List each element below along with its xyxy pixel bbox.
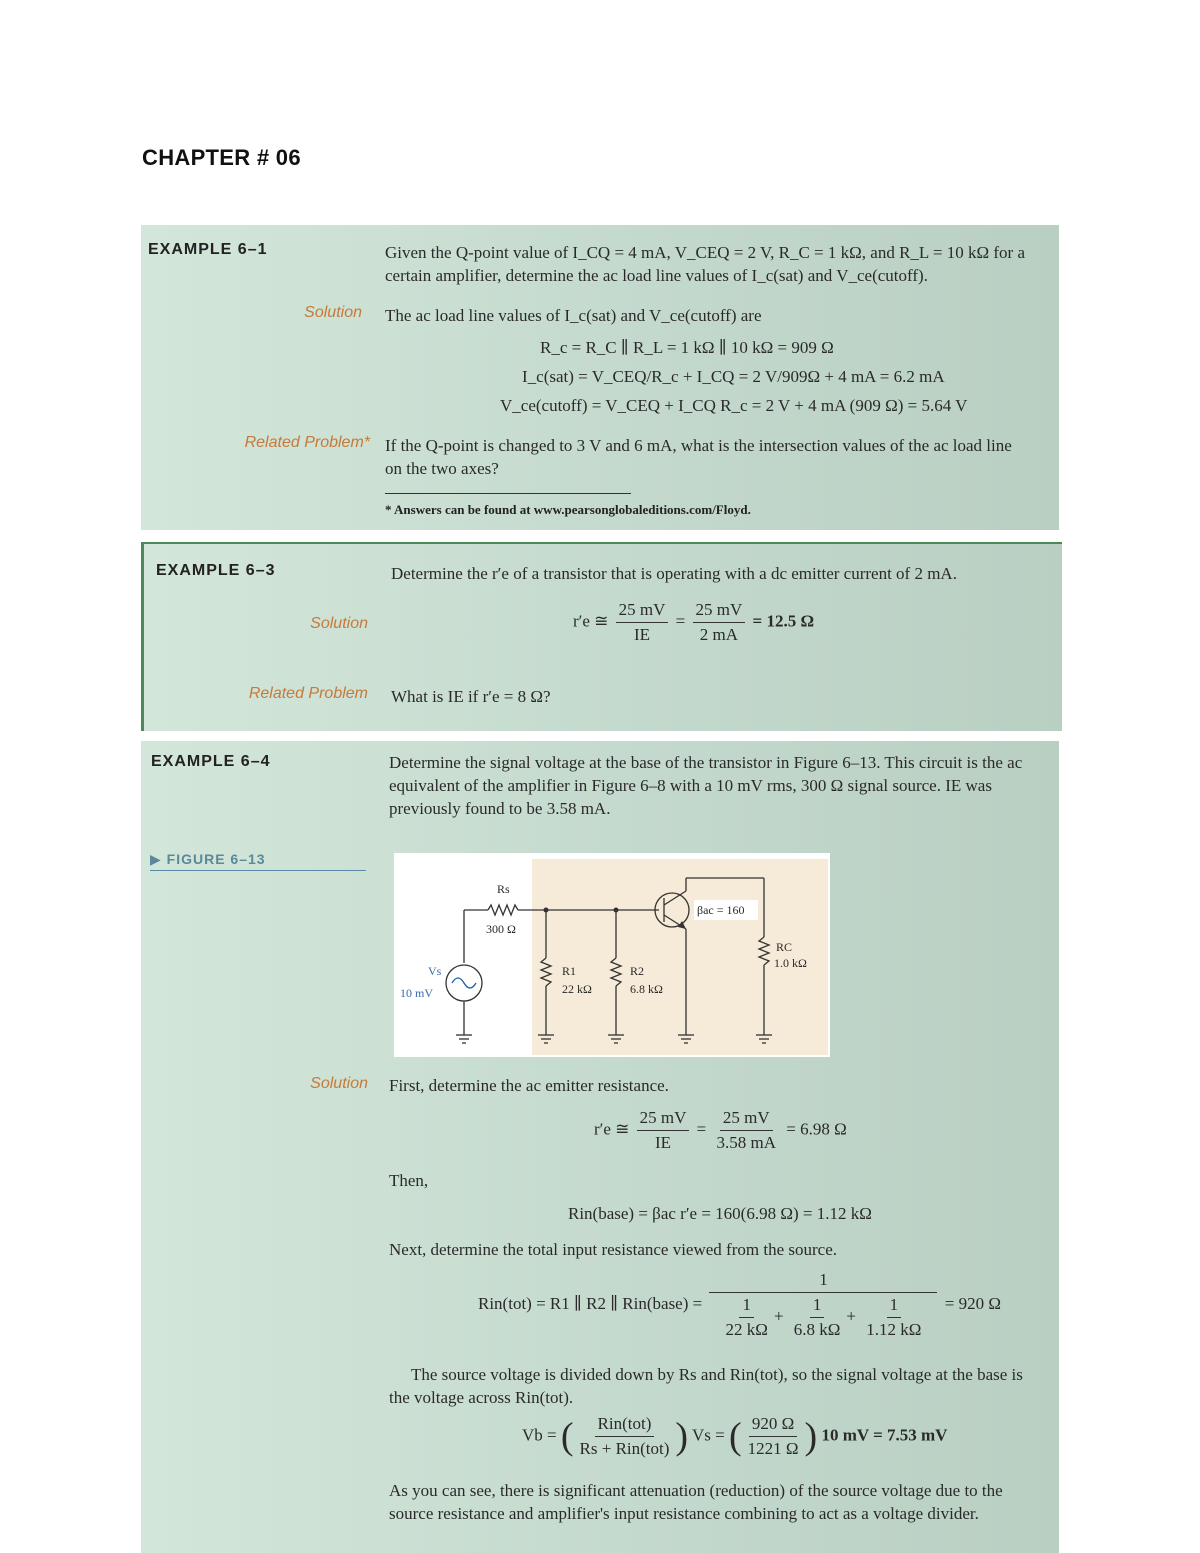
- rs-name-label: Rs: [497, 882, 510, 896]
- r2-name-label: R2: [630, 964, 645, 978]
- vs-name-label: Vs: [428, 964, 442, 978]
- example-6-4-then: Then,: [389, 1171, 429, 1190]
- example-6-3-label: EXAMPLE 6–3: [156, 562, 276, 579]
- example-6-1-label: EXAMPLE 6–1: [148, 241, 268, 258]
- vs-value-label: 10 mV: [400, 986, 433, 1000]
- example-6-3-equation: r′e ≅ $\frac{25 mV}{IE}$ = $\frac{25 mV}{2 mA}$ = 12.5 Ω: [573, 600, 815, 644]
- example-6-4-solution-label: Solution: [310, 1075, 368, 1092]
- rc-value-label: 1.0 kΩ: [774, 956, 807, 970]
- beta-label: βac = 160: [697, 903, 745, 917]
- r2-value-label: 6.8 kΩ: [630, 982, 663, 996]
- rin-tot-result: = 920 Ω: [944, 1293, 1001, 1313]
- example-6-3-problem: Determine the r′e of a transistor that is operating with a dc emitter current of 2 mA.: [391, 564, 957, 583]
- re-symbol: r′e ≅: [594, 1119, 630, 1139]
- example-6-3-solution-label: Solution: [310, 615, 368, 632]
- circuit-svg: [394, 853, 830, 1057]
- vb-result: 10 mV = 7.53 mV: [821, 1425, 948, 1445]
- example-6-1-eq-icsat: I_c(sat) = V_CEQ/R_c + I_CQ = 2 V/909Ω + 4 mA = 6.2 mA: [522, 367, 945, 386]
- example-6-4-rin-base: Rin(base) = βac r′e = 160(6.98 Ω) = 1.12 kΩ: [568, 1204, 872, 1223]
- example-6-1-problem: Given the Q-point value of I_CQ = 4 mA, V_CEQ = 2 V, R_C = 1 kΩ, and R_L = 10 kΩ for a certain amplifier, determine the ac load line values of I_c(sat) and V_ce(cutoff).: [385, 243, 1025, 285]
- vb-fraction-numeric: $\frac{920 \Omega}{1221 \Omega}$: [747, 1414, 799, 1458]
- example-6-3-related-text: What is IE if r′e = 8 Ω?: [391, 687, 551, 706]
- example-6-1-solution-intro: The ac load line values of I_c(sat) and V_ce(cutoff) are: [385, 306, 762, 325]
- example-6-4-vb-equation: Vb = ( $\frac{\text{Rin(tot)}}{\text{Rs + Rin(tot)}}$ ) Vs = ( $\frac{920 \Omega}{1221 \Omega}$ ) 10 mV = 7.53 mV: [522, 1414, 948, 1458]
- example-6-1-solution-label: Solution: [304, 304, 362, 321]
- example-6-4-re-equation: r′e ≅ $\frac{25 mV}{IE}$ = $\frac{25 mV}{3.58 mA}$ = 6.98 Ω: [594, 1108, 847, 1152]
- re-result: = 6.98 Ω: [786, 1119, 847, 1139]
- example-6-1-related-text: If the Q-point is changed to 3 V and 6 mA, what is the intersection values of the ac load line on the two axes?: [385, 436, 1012, 478]
- example-6-4-step1: First, determine the ac emitter resistance.: [389, 1076, 669, 1095]
- rc-name-label: RC: [776, 940, 793, 954]
- rs-value-label: 300 Ω: [486, 922, 516, 936]
- rin-tot-fraction: 1 $\frac{1}{22 k\Omega}$ + $\frac{1}{6.8 k\Omega}$ + $\frac{1}{1.12 k\Omega}$: [709, 1270, 937, 1340]
- rin-tot-lhs: Rin(tot) = R1 ∥ R2 ∥ Rin(base) =: [478, 1293, 703, 1313]
- footnote-separator: [385, 493, 631, 494]
- vb-mid: Vs =: [692, 1425, 725, 1445]
- chapter-title: CHAPTER # 06: [142, 145, 301, 170]
- r1-name-label: R1: [562, 964, 577, 978]
- figure-6-13-label: ▶ FIGURE 6–13: [150, 851, 266, 867]
- vb-lhs: Vb =: [522, 1425, 557, 1445]
- example-6-3-result: = 12.5 Ω: [752, 611, 815, 631]
- fraction-25mv-2ma: $\frac{25 mV}{2 mA}$: [693, 600, 746, 645]
- example-6-4-problem: Determine the signal voltage at the base of the transistor in Figure 6–13. This circuit is the ac equivalent of the amplifier in Figure 6–8 with a 10 mV rms, 300 Ω signal source. IE was previously found to be 3.58 mA.: [389, 753, 1023, 818]
- example-6-4-step3: The source voltage is divided down by Rs and Rin(tot), so the signal voltage at the base is the voltage across Rin(tot).: [389, 1365, 1023, 1407]
- example-6-4-label: EXAMPLE 6–4: [151, 753, 271, 770]
- fraction-25mv-ie: $\frac{25 mV}{IE}$: [637, 1108, 690, 1153]
- example-6-3-related-label: Related Problem: [248, 685, 368, 702]
- vb-fraction: $\frac{\text{Rin(tot)}}{\text{Rs + Rin(tot)}}$: [579, 1414, 670, 1458]
- fraction-25mv-ie: $\frac{25 mV}{IE}$: [616, 600, 669, 645]
- r1-value-label: 22 kΩ: [562, 982, 592, 996]
- example-6-1-footnote: * Answers can be found at www.pearsonglobaleditions.com/Floyd.: [385, 502, 751, 517]
- example-6-4-step2: Next, determine the total input resistance viewed from the source.: [389, 1240, 837, 1259]
- example-6-1-related-label: Related Problem*: [244, 434, 370, 451]
- circuit-diagram: [394, 853, 830, 1057]
- example-6-4-rin-tot-equation: [478, 1270, 1001, 1340]
- example-6-1-eq-rc: R_c = R_C ∥ R_L = 1 kΩ ∥ 10 kΩ = 909 Ω: [540, 338, 834, 357]
- re-symbol: r′e ≅: [573, 611, 609, 631]
- fraction-25mv-358ma: $\frac{25 mV}{3.58 mA}$: [716, 1108, 777, 1152]
- example-6-1-eq-vcecutoff: V_ce(cutoff) = V_CEQ + I_CQ R_c = 2 V + 4 mA (909 Ω) = 5.64 V: [500, 396, 968, 415]
- figure-label-underline: [150, 870, 366, 871]
- example-6-4-conclusion: As you can see, there is significant attenuation (reduction) of the source voltage due to the source resistance and amplifier's input resistance combining to act as a voltage divider.: [389, 1481, 1003, 1523]
